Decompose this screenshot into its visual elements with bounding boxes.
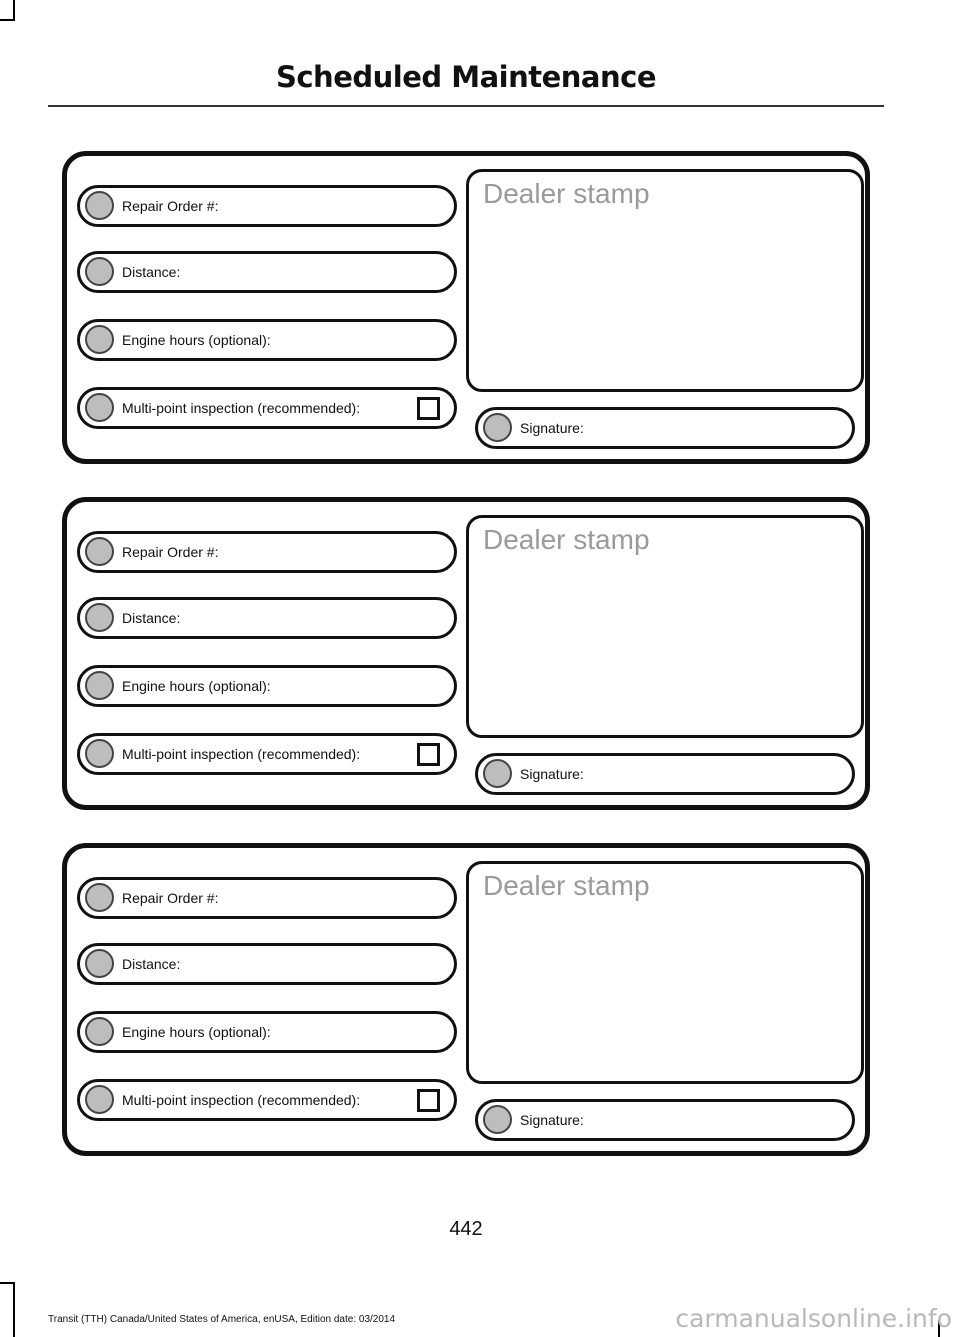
page-title: Scheduled Maintenance	[275, 60, 657, 94]
multi-point-inspection-field	[77, 733, 457, 775]
inspection-checkbox[interactable]	[417, 743, 440, 766]
signature-label: Signature:	[520, 420, 584, 436]
dealer-stamp-box	[466, 861, 864, 1084]
field-label: Distance:	[122, 264, 181, 280]
field-label: Distance:	[122, 956, 181, 972]
engine-hours-field[interactable]	[77, 319, 457, 361]
title-divider	[48, 105, 884, 107]
field-label: Multi-point inspection (recommended):	[122, 746, 361, 762]
page-number: 442	[449, 1218, 483, 1240]
dealer-stamp-box	[466, 169, 864, 392]
field-label: Engine hours (optional):	[122, 1024, 271, 1040]
maintenance-record	[62, 497, 870, 810]
circle-marker-icon	[85, 949, 114, 978]
signature-field[interactable]	[475, 1099, 855, 1141]
field-label: Distance:	[122, 610, 181, 626]
field-label: Engine hours (optional):	[122, 332, 271, 348]
signature-label: Signature:	[520, 1112, 584, 1128]
maintenance-record	[62, 151, 870, 464]
circle-marker-icon	[483, 413, 512, 442]
engine-hours-field[interactable]	[77, 665, 457, 707]
repair-order-field[interactable]	[77, 877, 457, 919]
distance-field[interactable]	[77, 597, 457, 639]
dealer-stamp-label: Dealer stamp	[483, 870, 650, 901]
crop-mark-top-left	[0, 19, 15, 21]
circle-marker-icon	[85, 393, 114, 422]
circle-marker-icon	[85, 1085, 114, 1114]
inspection-checkbox[interactable]	[417, 1089, 440, 1112]
multi-point-inspection-field	[77, 387, 457, 429]
dealer-stamp-label: Dealer stamp	[483, 178, 650, 209]
inspection-checkbox[interactable]	[417, 397, 440, 420]
signature-field[interactable]	[475, 753, 855, 795]
field-label: Repair Order #:	[122, 544, 219, 560]
signature-label: Signature:	[520, 766, 584, 782]
maintenance-record	[62, 843, 870, 1156]
circle-marker-icon	[85, 671, 114, 700]
field-label: Repair Order #:	[122, 890, 219, 906]
circle-marker-icon	[483, 1105, 512, 1134]
circle-marker-icon	[85, 537, 114, 566]
crop-mark-top-left	[13, 0, 15, 20]
field-label: Multi-point inspection (recommended):	[122, 1092, 361, 1108]
circle-marker-icon	[85, 739, 114, 768]
repair-order-field[interactable]	[77, 531, 457, 573]
distance-field[interactable]	[77, 943, 457, 985]
watermark: carmanualsonline.info	[675, 1304, 952, 1333]
field-label: Multi-point inspection (recommended):	[122, 400, 361, 416]
circle-marker-icon	[85, 325, 114, 354]
circle-marker-icon	[85, 257, 114, 286]
circle-marker-icon	[85, 191, 114, 220]
field-label: Engine hours (optional):	[122, 678, 271, 694]
crop-mark-bottom-left	[13, 1282, 15, 1337]
edition-footer: Transit (TTH) Canada/United States of America, enUSA, Edition date: 03/2014	[48, 1314, 396, 1325]
engine-hours-field[interactable]	[77, 1011, 457, 1053]
circle-marker-icon	[85, 603, 114, 632]
circle-marker-icon	[483, 759, 512, 788]
circle-marker-icon	[85, 883, 114, 912]
repair-order-field[interactable]	[77, 185, 457, 227]
multi-point-inspection-field	[77, 1079, 457, 1121]
circle-marker-icon	[85, 1017, 114, 1046]
distance-field[interactable]	[77, 251, 457, 293]
field-label: Repair Order #:	[122, 198, 219, 214]
dealer-stamp-label: Dealer stamp	[483, 524, 650, 555]
signature-field[interactable]	[475, 407, 855, 449]
dealer-stamp-box	[466, 515, 864, 738]
